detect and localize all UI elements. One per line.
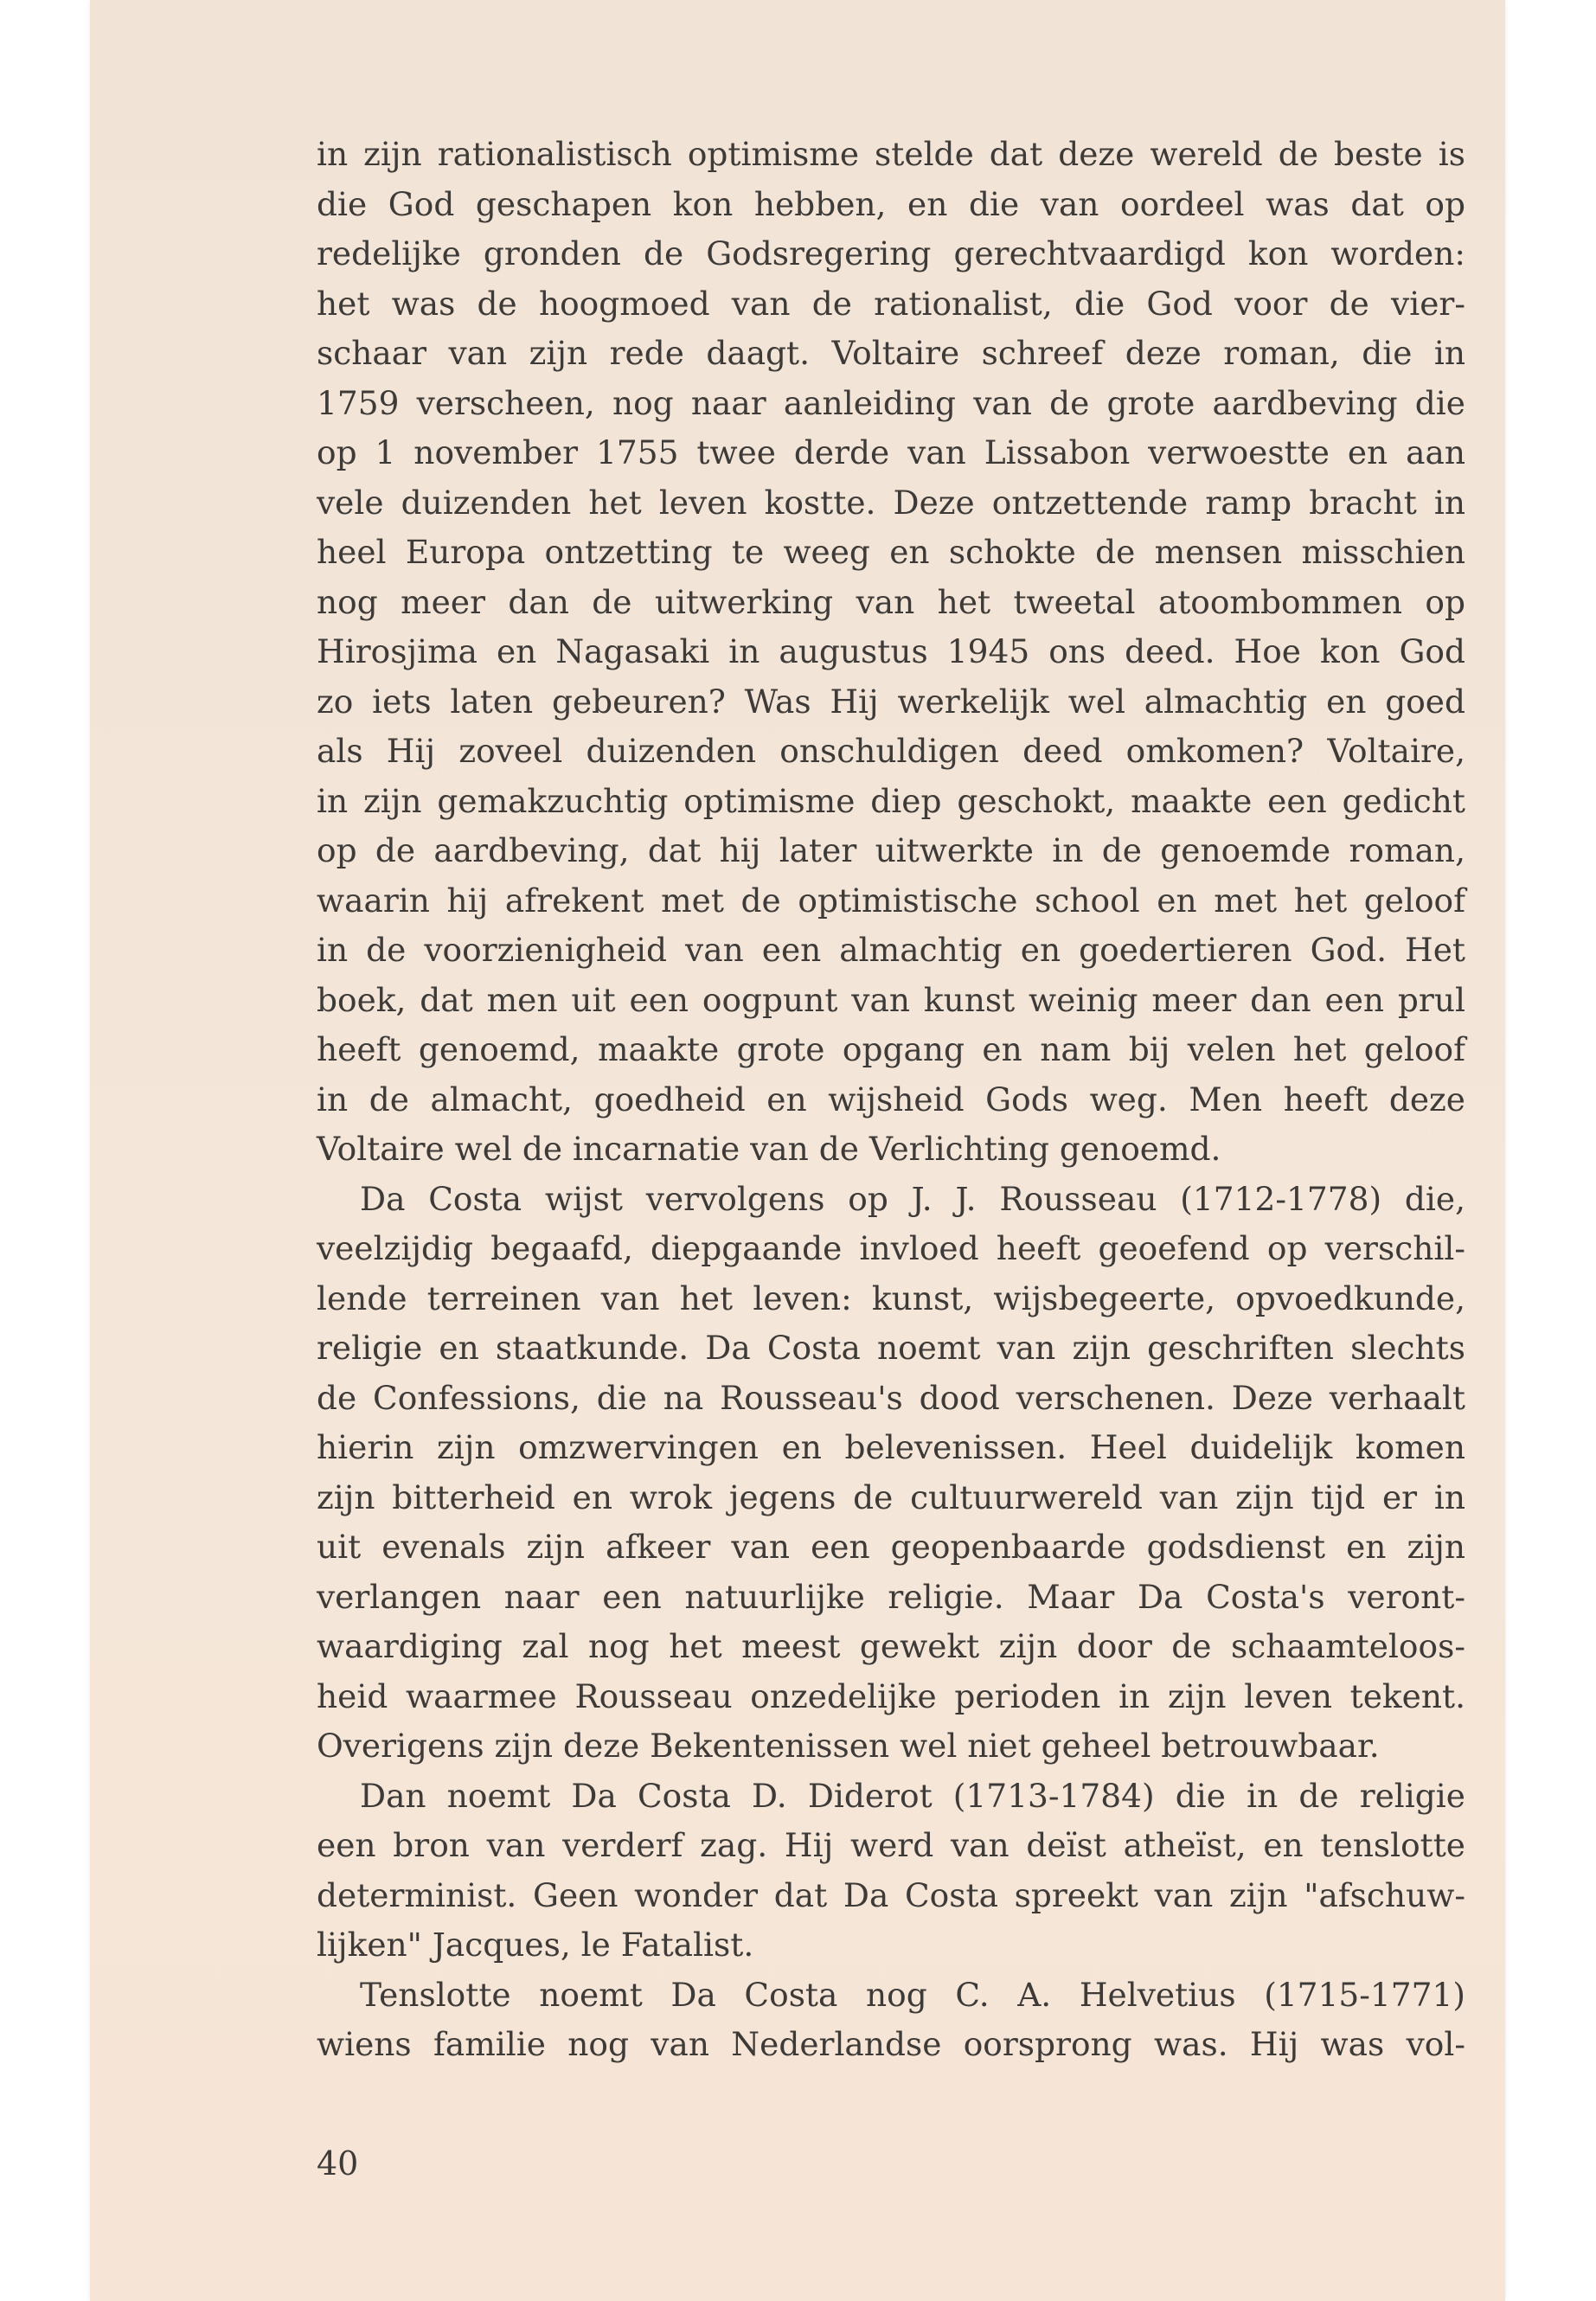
paragraph-3 <box>317 1772 1465 1971</box>
text-line: hierin zijn omzwervingen en belevenissen. Heel duidelijk komen <box>317 1428 1465 1466</box>
text-line: op de aardbeving, dat hij later uitwerkte in de genoemde roman, <box>317 831 1465 869</box>
text-line: Hirosjima en Nagasaki in augustus 1945 ons deed. Hoe kon God <box>317 632 1465 670</box>
text-line: nog meer dan de uitwerking van het tweetal atoombommen op <box>317 582 1465 621</box>
text-line: uit evenals zijn afkeer van een geopenbaarde godsdienst en zijn <box>317 1528 1465 1566</box>
page-number: 40 <box>317 2144 359 2182</box>
paragraph-1 <box>317 130 1465 1175</box>
text-line: Tenslotte noemt Da Costa nog C. A. Helvetius (1715-1771) <box>360 1975 1465 2014</box>
text-line: vele duizenden het leven kostte. Deze ontzettende ramp bracht in <box>317 483 1465 522</box>
text-line: waardiging zal nog het meest gewekt zijn door de schaamteloos- <box>317 1627 1465 1665</box>
text-line: heel Europa ontzetting te weeg en schokte de mensen misschien <box>317 533 1465 571</box>
text-line: een bron van verderf zag. Hij werd van deïst atheïst, en tenslotte <box>317 1826 1465 1864</box>
text-line: boek, dat men uit een oogpunt van kunst weinig meer dan een prul <box>317 980 1465 1019</box>
text-line: wiens familie nog van Nederlandse oorsprong was. Hij was vol- <box>317 2025 1465 2063</box>
book-page <box>90 0 1505 2301</box>
text-line: lijken" Jacques, le Fatalist. <box>317 1926 754 1964</box>
text-line: 1759 verscheen, nog naar aanleiding van de grote aardbeving die <box>317 383 1465 422</box>
text-line: Overigens zijn deze Bekentenissen wel niet geheel betrouwbaar. <box>317 1727 1380 1765</box>
text-line: redelijke gronden de Godsregering gerechtvaardigd kon worden: <box>317 234 1465 272</box>
text-line: Da Costa wijst vervolgens op J. J. Rousseau (1712-1778) die, <box>360 1179 1465 1218</box>
text-line: heid waarmee Rousseau onzedelijke perioden in zijn leven tekent. <box>317 1676 1465 1715</box>
text-line: Dan noemt Da Costa D. Diderot (1713-1784) die in de religie <box>360 1776 1465 1815</box>
text-line: lende terreinen van het leven: kunst, wijsbegeerte, opvoedkunde, <box>317 1279 1465 1317</box>
text-line: religie en staatkunde. Da Costa noemt van zijn geschriften slechts <box>317 1329 1465 1367</box>
text-line: het was de hoogmoed van de rationalist, die God voor de vier- <box>317 284 1465 323</box>
text-line: determinist. Geen wonder dat Da Costa spreekt van zijn "afschuw- <box>317 1875 1465 1914</box>
text-line: in de voorzienigheid van een almachtig en goedertieren God. Het <box>317 931 1465 969</box>
text-line: zo iets laten gebeuren? Was Hij werkelijk wel almachtig en goed <box>317 682 1465 721</box>
text-line: schaar van zijn rede daagt. Voltaire schreef deze roman, die in <box>317 334 1465 372</box>
text-line: heeft genoemd, maakte grote opgang en nam bij velen het geloof <box>317 1030 1465 1068</box>
text-line: Voltaire wel de incarnatie van de Verlichting genoemd. <box>317 1130 1221 1168</box>
text-line: die God geschapen kon hebben, en die van oordeel was dat op <box>317 184 1465 223</box>
text-line: op 1 november 1755 twee derde van Lissabon verwoestte en aan <box>317 433 1465 471</box>
text-line: veelzijdig begaafd, diepgaande invloed heeft geoefend op verschil- <box>317 1229 1465 1267</box>
text-line: zijn bitterheid en wrok jegens de cultuurwereld van zijn tijd er in <box>317 1477 1465 1516</box>
paragraph-4 <box>317 1971 1465 2070</box>
paragraph-2 <box>317 1175 1465 1772</box>
body-text <box>317 130 1465 2070</box>
text-line: als Hij zoveel duizenden onschuldigen deed omkomen? Voltaire, <box>317 732 1465 770</box>
text-line: verlangen naar een natuurlijke religie. Maar Da Costa's veront- <box>317 1577 1465 1616</box>
text-line: in zijn gemakzuchtig optimisme diep geschokt, maakte een gedicht <box>317 781 1465 820</box>
text-line: in zijn rationalistisch optimisme stelde dat deze wereld de beste is <box>317 135 1465 173</box>
text-line: waarin hij afrekent met de optimistische school en met het geloof <box>317 881 1465 920</box>
text-line: in de almacht, goedheid en wijsheid Gods weg. Men heeft deze <box>317 1080 1465 1118</box>
text-line: de Confessions, die na Rousseau's dood verschenen. Deze verhaalt <box>317 1378 1465 1417</box>
